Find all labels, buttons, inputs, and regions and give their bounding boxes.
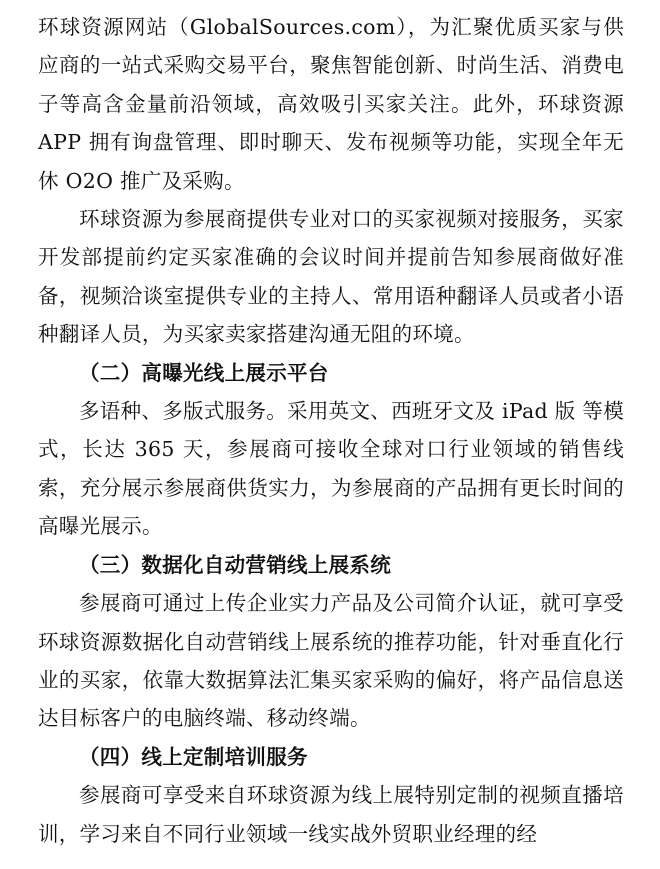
paragraph-video-matching: 环球资源为参展商提供专业对口的买家视频对接服务，买家开发部提前约定买家准确的会议时间并提前告知参展商做好准备，视频洽谈室提供专业的主持人、常用语种翻译人员或者小语种翻译人员，为买家卖家搭建沟通无阻的环境。 [38, 207, 624, 347]
paragraph-multilingual: 多语种、多版式服务。采用英文、西班牙文及 iPad 版 等模式，长达 365 天，参展商可接收全球对口行业领域的销售线索，充分展示参展商供货实力，为参展商的产品拥有更长时间的高曝光展示。 [38, 399, 624, 539]
paragraph-globalsources-intro: 环球资源网站（GlobalSources.com），为汇聚优质买家与供应商的一站式采购交易平台，聚焦智能创新、时尚生活、消费电子等高含金量前沿领域，高效吸引买家关注。此外，环球资源 APP 拥有询盘管理、即时聊天、发布视频等功能，实现全年无休 O2O 推广及采购。 [38, 15, 624, 193]
paragraph-auto-marketing: 参展商可通过上传企业实力产品及公司简介认证，就可享受环球资源数据化自动营销线上展系统的推荐功能，针对垂直化行业的买家，依靠大数据算法汇集买家采购的偏好，将产品信息送达目标客户的电脑终端、移动终端。 [38, 591, 624, 731]
section-heading-3: （三）数据化自动营销线上展系统 [79, 552, 391, 577]
paragraph-training: 参展商可享受来自环球资源为线上展特别定制的视频直播培训，学习来自不同行业领域一线实战外贸职业经理的经 [38, 783, 624, 846]
document-page [38, 8, 624, 853]
section-heading-4: （四）线上定制培训服务 [79, 744, 308, 769]
section-heading-2: （二）高曝光线上展示平台 [79, 360, 329, 385]
